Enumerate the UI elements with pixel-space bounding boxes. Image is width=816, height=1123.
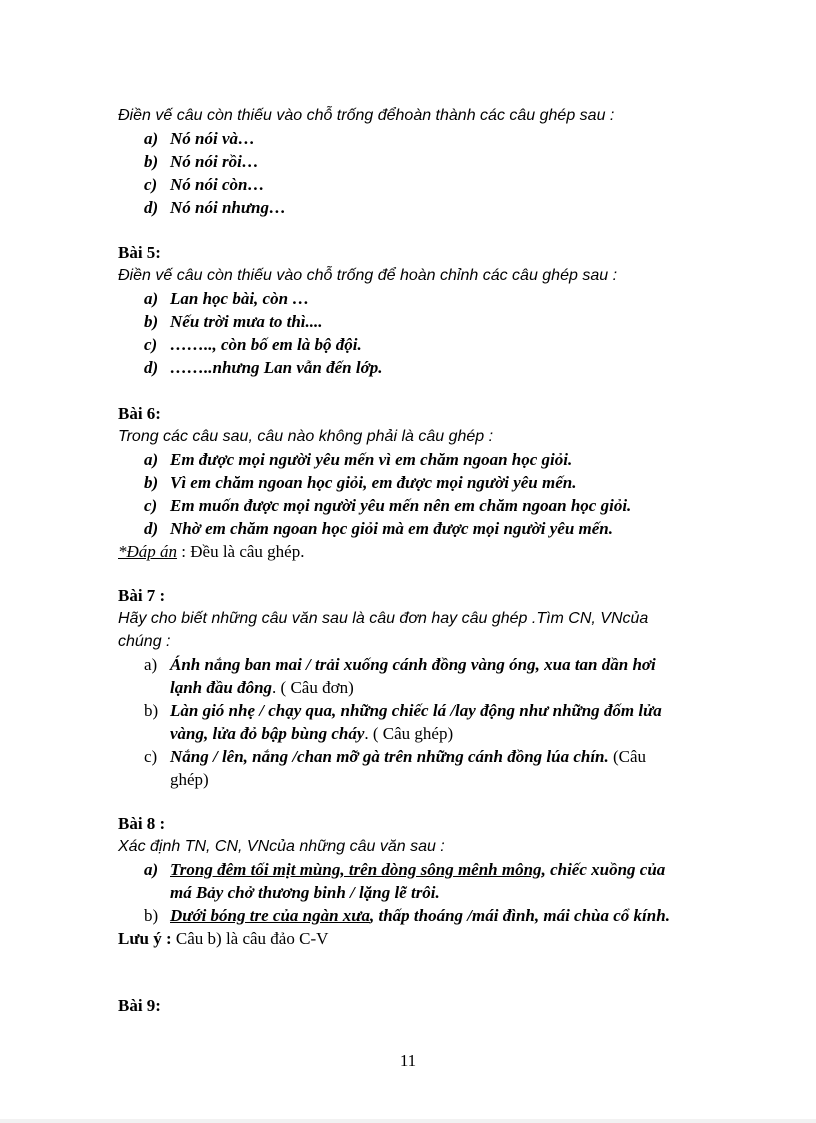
bai-7-instruction-line-1: Hãy cho biết những câu văn sau là câu đơn hay câu ghép .Tìm CN, VNcủa — [118, 610, 649, 627]
list-item: a) Trong đêm tối mịt mùng, trên dòng sông mênh mông, chiếc xuồng của má Bảy chở thương binh / lặng lẽ trôi. — [144, 860, 666, 902]
page-bottom-edge — [0, 1119, 816, 1123]
list-item: a) Ánh nắng ban mai / trải xuống cánh đồng vàng óng, xua tan dần hơi lạnh đầu đông. ( Câu đơn) — [144, 655, 656, 697]
list-item: b) Nó nói rồi… — [144, 152, 259, 171]
bai-6-title: Bài 6: — [118, 404, 161, 423]
list-item: c) Em muốn được mọi người yêu mến nên em chăm ngoan học giỏi. — [144, 496, 632, 515]
page-number: 11 — [399, 1051, 417, 1070]
list-item: a) Em được mọi người yêu mến vì em chăm ngoan học giỏi. — [144, 450, 573, 469]
list-item: b) Dưới bóng tre của ngàn xưa, thấp thoáng /mái đình, mái chùa cổ kính. — [144, 906, 670, 925]
list-item: a) Nó nói và… — [144, 129, 255, 148]
list-item: b) Làn gió nhẹ / chạy qua, những chiếc lá /lay động như những đốm lửa vàng, lửa đỏ bập bùng cháy. ( Câu ghép) — [144, 701, 662, 743]
list-item: d) Nó nói nhưng… — [144, 198, 287, 217]
bai-8-instruction: Xác định TN, CN, VNcủa những câu văn sau : — [118, 838, 445, 855]
note-label: Lưu ý : — [118, 929, 172, 948]
list-item: c) Nắng / lên, nắng /chan mỡ gà trên những cánh đồng lúa chín. (Câu ghép) — [144, 747, 647, 789]
intro-section — [118, 104, 718, 219]
bai-6-section — [118, 402, 718, 563]
bai-9-title: Bài 9: — [118, 996, 161, 1015]
bai-6-answer — [118, 540, 718, 563]
note-text: Câu b) là câu đảo C-V — [171, 929, 329, 948]
list-item: b) Vì em chăm ngoan học giỏi, em được mọi người yêu mến. — [144, 473, 577, 492]
bai-9-section — [118, 994, 718, 1017]
list-item: b) Nếu trời mưa to thì.... — [144, 312, 323, 331]
bai-7-instruction-line-2: chúng : — [118, 633, 171, 650]
intro-instruction: Điền vế câu còn thiếu vào chỗ trống đểhoàn thành các câu ghép sau : — [118, 107, 615, 124]
bai-5-section — [118, 241, 718, 379]
bai-7-section — [118, 584, 718, 791]
bai-6-instruction: Trong các câu sau, câu nào không phải là câu ghép : — [118, 428, 494, 445]
list-item: c) …….., còn bố em là bộ đội. — [144, 335, 362, 354]
bai-8-section — [118, 812, 718, 950]
list-item: a) Lan học bài, còn … — [144, 289, 310, 308]
list-item: d) Nhờ em chăm ngoan học giỏi mà em được mọi người yêu mến. — [144, 519, 613, 538]
answer-label: *Đáp án — [118, 542, 178, 561]
answer-text: : Đều là câu ghép. — [177, 542, 305, 561]
list-item: c) Nó nói còn… — [144, 175, 265, 194]
bai-8-note — [118, 927, 718, 950]
bai-5-instruction: Điền vế câu còn thiếu vào chỗ trống để hoàn chỉnh các câu ghép sau : — [118, 267, 618, 284]
bai-7-title: Bài 7 : — [118, 586, 166, 605]
bai-8-title: Bài 8 : — [118, 814, 166, 833]
list-item: d) ……..nhưng Lan vẫn đến lớp. — [144, 358, 383, 377]
bai-5-title: Bài 5: — [118, 243, 161, 262]
